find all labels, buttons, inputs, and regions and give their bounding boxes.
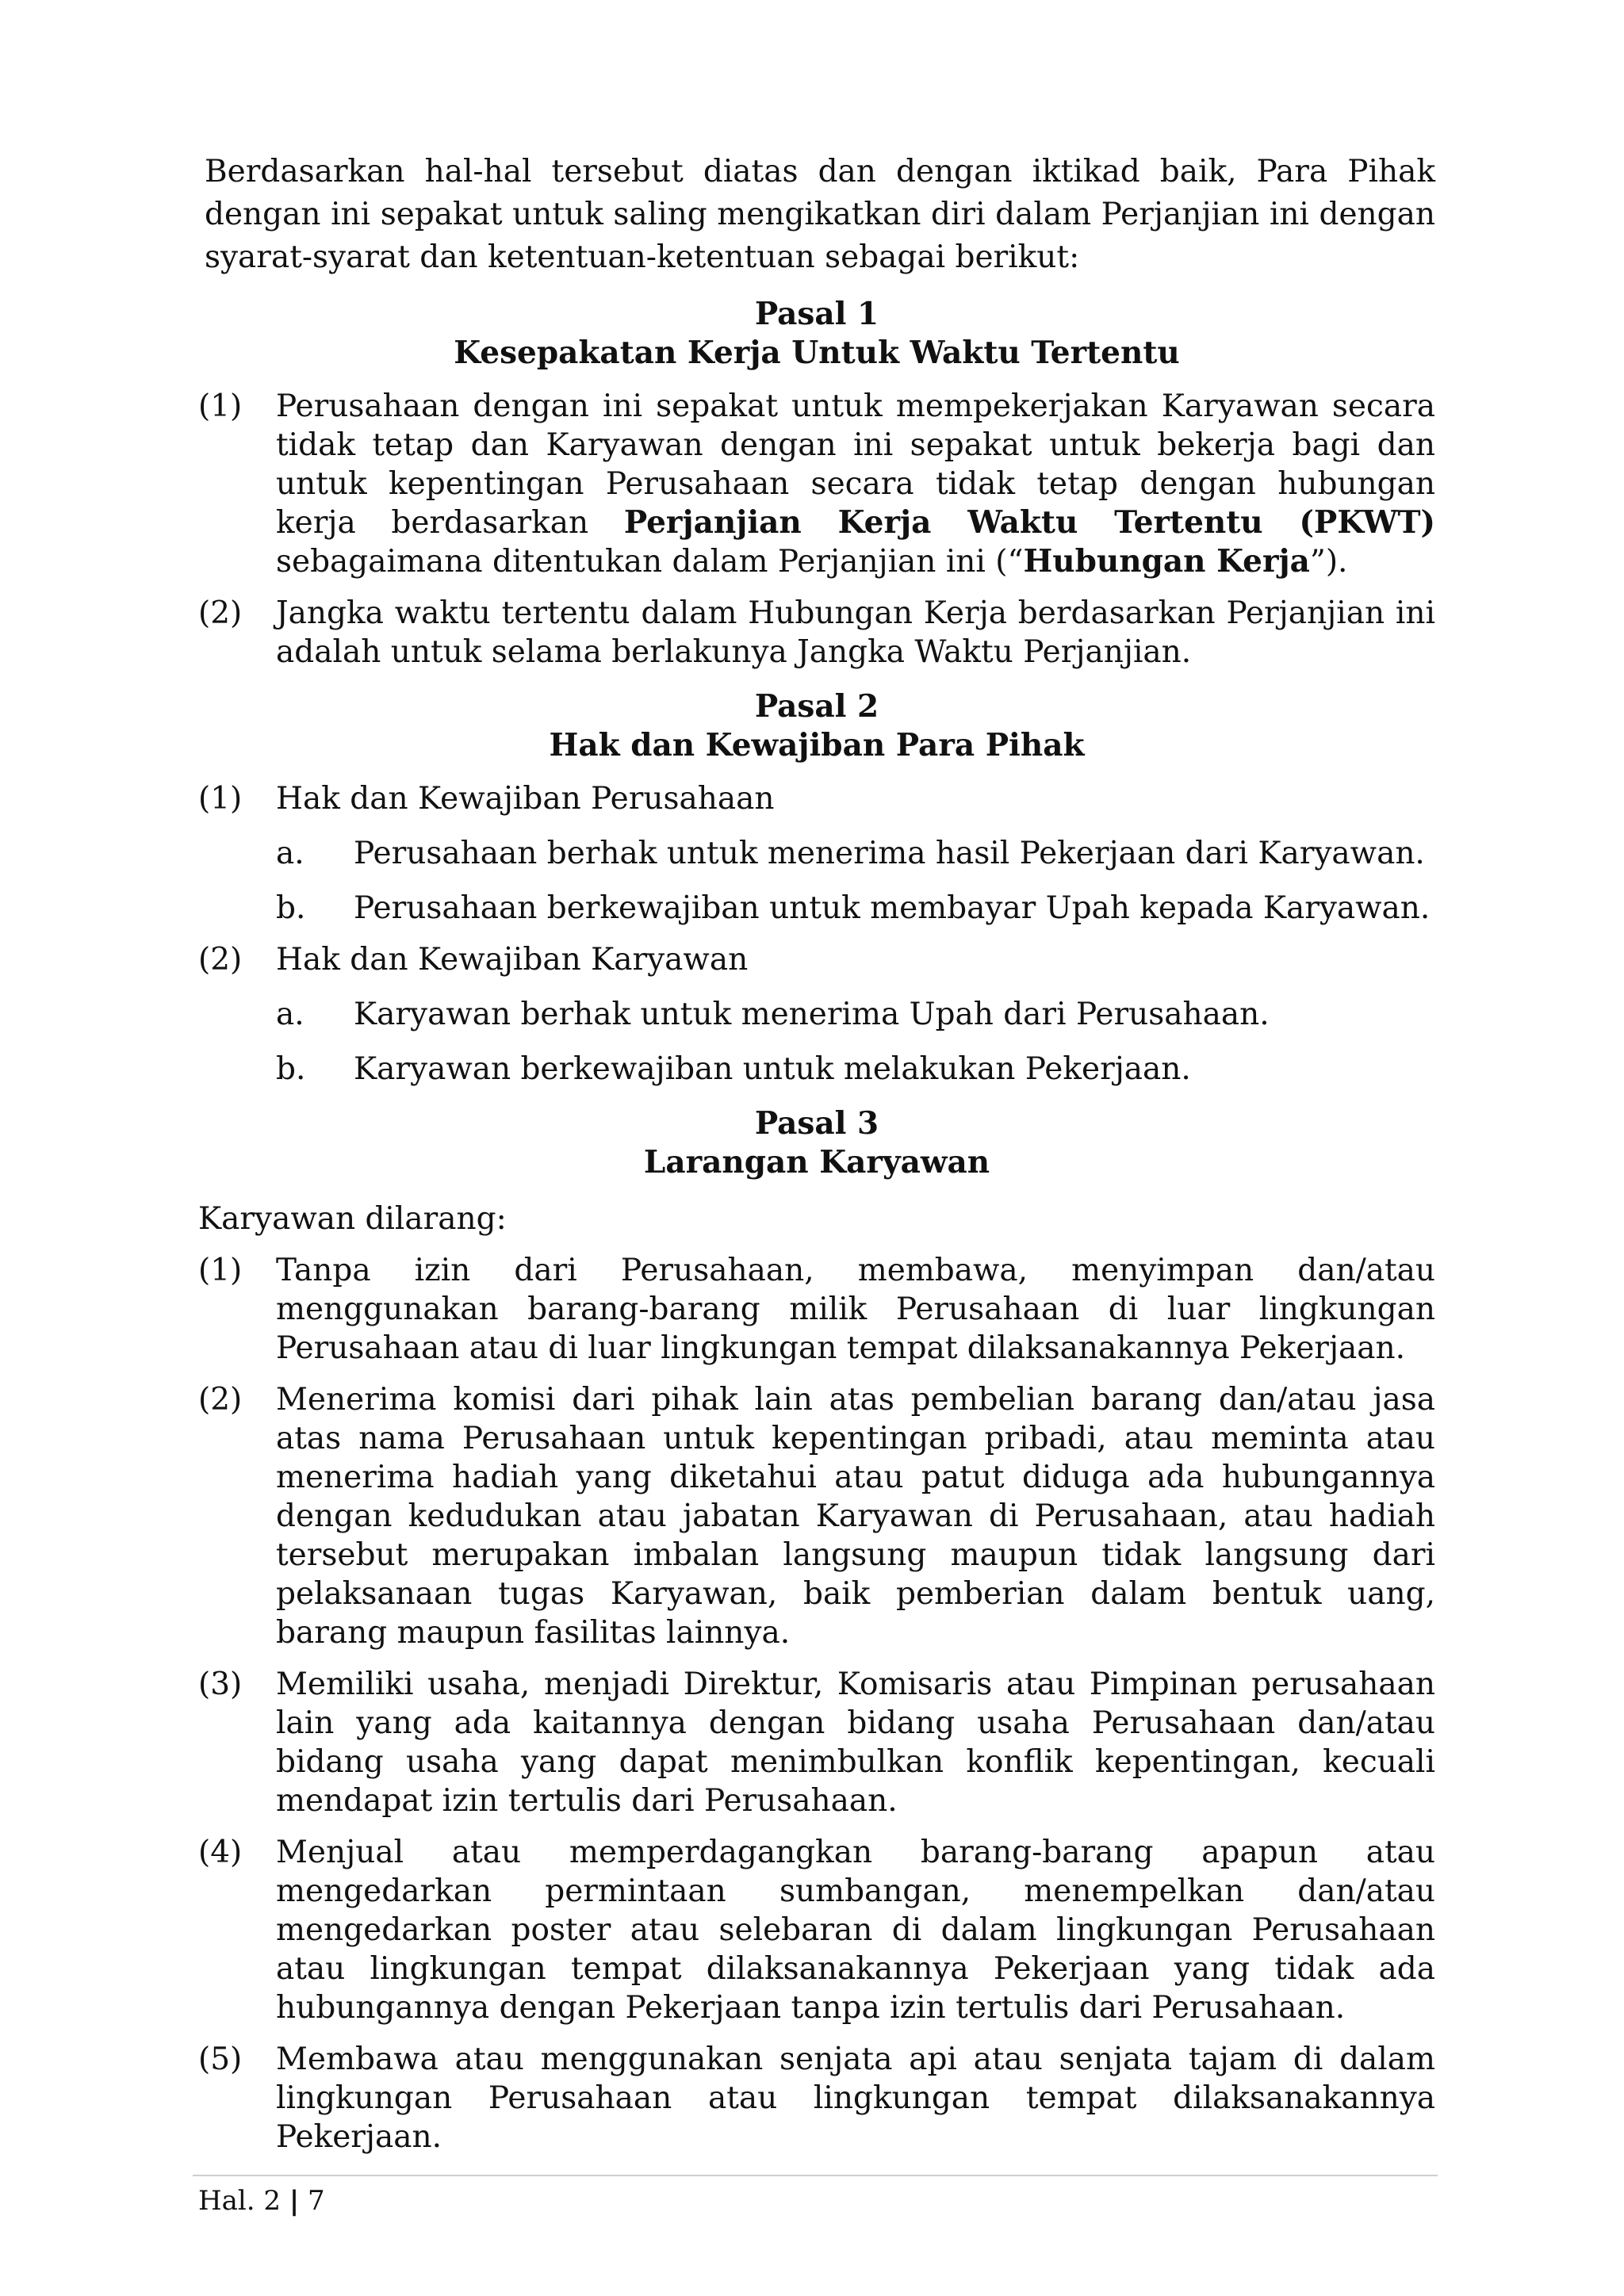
document-page [198, 151, 1435, 2156]
item-number: (3) [198, 1667, 243, 1702]
item-number: (1) [198, 1253, 243, 1288]
pasal-3-item-4 [198, 1833, 1435, 2027]
pasal-3-item-2 [198, 1380, 1435, 1652]
item-number: (1) [198, 781, 243, 817]
pasal-2-title: Hak dan Kewajiban Para Pihak [549, 727, 1085, 763]
item-text: Memiliki usaha, menjadi Direktur, Komisaris atau Pimpinan perusahaan lain yang ada kaitannya dengan bidang usaha Perusahaan dan/atau bidang usaha yang dapat menimbulkan konflik kepentingan, kecuali mendapat izin tertulis dari Perusahaan. [276, 1667, 1435, 1819]
sub-letter: a. [276, 836, 304, 871]
pasal-3-item-5 [198, 2040, 1435, 2156]
footer-divider [193, 2175, 1438, 2176]
item-number: (2) [198, 595, 243, 631]
bold-term-hubungan-kerja: Hubungan Kerja [1023, 543, 1310, 580]
item-number: (4) [198, 1835, 243, 1870]
item-text: Tanpa izin dari Perusahaan, membawa, menyimpan dan/atau menggunakan barang-barang milik Perusahaan di luar lingkungan Perusahaan atau di luar lingkungan tempat dilaksanakannya Pekerjaan. [276, 1253, 1435, 1366]
sub-letter: b. [276, 1051, 306, 1087]
bold-term-pkwt: Perjanjian Kerja Waktu Tertentu (PKWT) [623, 504, 1436, 541]
item-text: Jangka waktu tertentu dalam Hubungan Kerja berdasarkan Perjanjian ini adalah untuk selama berlakunya Jangka Waktu Perjanjian. [276, 595, 1435, 670]
pasal-3-lead: Karyawan dilarang: [198, 1201, 507, 1237]
page-label: Hal. 2 [198, 2185, 282, 2217]
pasal-2-item-2-sub-a [276, 995, 1435, 1034]
item-number: (2) [198, 942, 243, 978]
pasal-3-item-1 [198, 1251, 1435, 1368]
pasal-3-title: Larangan Karyawan [643, 1144, 990, 1181]
page-total: 7 [308, 2185, 325, 2217]
item-text: Menjual atau memperdagangkan barang-barang apapun atau mengedarkan permintaan sumbangan, menempelkan dan/atau mengedarkan poster atau selebaran di dalam lingkungan Perusahaan atau lingkungan tempat dilaksanakannya Pekerjaan yang tidak ada hubungannya dengan Pekerjaan tanpa izin tertulis dari Perusahaan. [276, 1835, 1435, 2026]
pasal-2-heading [198, 687, 1435, 765]
item-text: Hak dan Kewajiban Perusahaan [276, 781, 775, 817]
item-text: Membawa atau menggunakan senjata api atau senjata tajam di dalam lingkungan Perusahaan atau lingkungan tempat dilaksanakannya Pekerjaan. [276, 2042, 1435, 2155]
sub-text: Karyawan berkewajiban untuk melakukan Pekerjaan. [354, 1051, 1191, 1087]
item-number: (5) [198, 2042, 243, 2077]
item-number: (1) [198, 388, 243, 424]
page-separator: | [289, 2185, 300, 2217]
pasal-2-item-2 [198, 940, 1435, 979]
pasal-1-title: Kesepakatan Kerja Untuk Waktu Tertentu [454, 335, 1180, 371]
pasal-1-item-2 [198, 594, 1435, 672]
item-number: (2) [198, 1382, 243, 1418]
item-text: Menerima komisi dari pihak lain atas pembelian barang dan/atau jasa atas nama Perusahaan untuk kepentingan pribadi, atau meminta atau menerima hadiah yang diketahui atau patut diduga ada hubungannya dengan kedudukan atau jabatan Karyawan di Perusahaan, atau hadiah tersebut merupakan imbalan langsung maupun tidak langsung dari pelaksanaan tugas Karyawan, baik pemberian dalam bentuk uang, barang maupun fasilitas lainnya. [276, 1382, 1435, 1651]
item-text: Hak dan Kewajiban Karyawan [276, 942, 749, 978]
sub-text: Perusahaan berkewajiban untuk membayar Upah kepada Karyawan. [354, 890, 1431, 926]
sub-text: Karyawan berhak untuk menerima Upah dari Perusahaan. [354, 997, 1270, 1032]
pasal-2-number: Pasal 2 [754, 688, 879, 725]
item-text: Perusahaan dengan ini sepakat untuk mempekerjakan Karyawan secara tidak tetap dan Karyawan dengan ini sepakat untuk bekerja bagi dan untuk kepentingan Perusahaan secara tidak tetap dengan hubungan kerja berdasarkan Perjanjian Kerja Waktu Tertentu (PKWT) sebagaimana ditentukan dalam Perjanjian ini (“Hubungan Kerja”). [276, 388, 1436, 580]
pasal-2-item-1-sub-b [276, 889, 1435, 928]
pasal-1-item-1 [198, 387, 1435, 581]
pasal-3-heading [198, 1104, 1435, 1182]
pasal-3-number: Pasal 3 [754, 1105, 879, 1142]
pasal-2-item-2-sub-b [276, 1050, 1435, 1089]
pasal-3-item-3 [198, 1665, 1435, 1820]
pasal-2-item-1 [198, 779, 1435, 818]
pasal-1-heading [198, 295, 1435, 373]
sub-letter: b. [276, 890, 306, 926]
page-footer [198, 2182, 325, 2220]
sub-text: Perusahaan berhak untuk menerima hasil Pekerjaan dari Karyawan. [354, 836, 1425, 871]
sub-letter: a. [276, 997, 304, 1032]
pasal-2-item-1-sub-a [276, 834, 1435, 873]
pasal-1-number: Pasal 1 [754, 296, 879, 332]
intro-paragraph: Berdasarkan hal-hal tersebut diatas dan dengan iktikad baik, Para Pihak dengan ini sepakat untuk saling mengikatkan diri dalam Perjanjian ini dengan syarat-syarat dan ketentuan-ketentuan sebagai berikut: [205, 154, 1435, 275]
